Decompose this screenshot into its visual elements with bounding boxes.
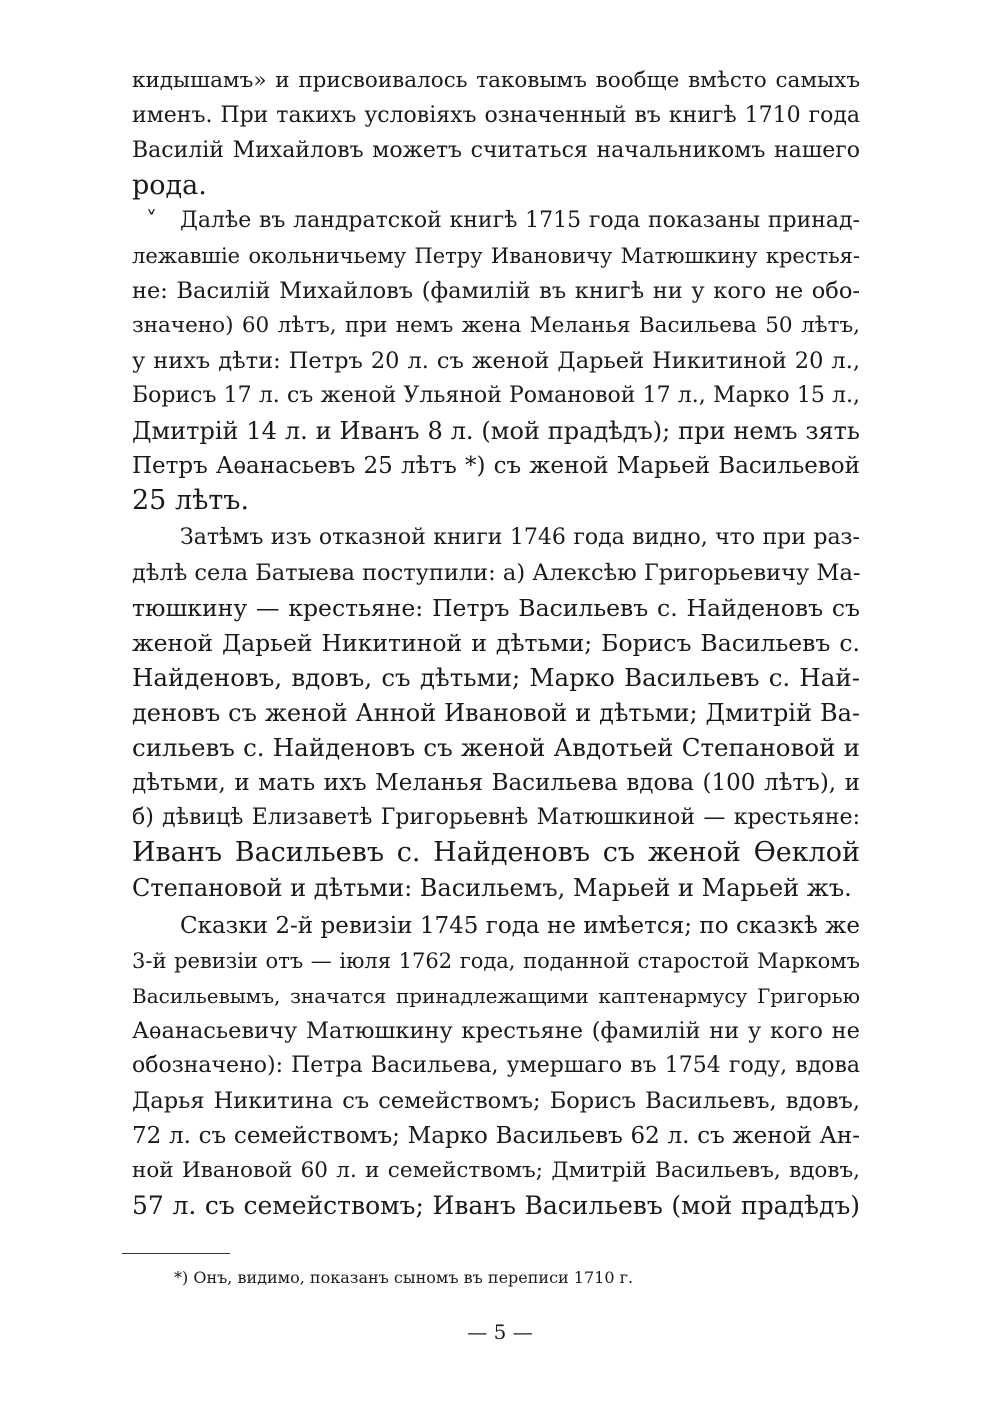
text-line: Степановой и дѣтьми: Васильемъ, Марьей и Марьей жъ. <box>132 874 852 902</box>
text-line: не: Василiй Михайловъ (фамилiй въ книгѣ ни у кого не обо- <box>132 278 860 304</box>
text-line: деновъ съ женой Анной Ивановой и дѣтьми; Дмитрiй Ва- <box>132 699 860 727</box>
text-line: лежавшiе окольничьему Петру Ивановичу Матюшкину крестья- <box>132 244 860 268</box>
margin-check-mark: ˅ <box>146 208 157 233</box>
text-line: рода. <box>132 170 207 201</box>
text-line: б) дѣвицѣ Елизаветѣ Григорьевнѣ Матюшкиной — крестьяне: <box>132 805 860 830</box>
text-line: Иванъ Васильевъ с. Найденовъ съ женой Ѳеклой <box>132 837 860 868</box>
text-line: Петръ Аѳанасьевъ 25 лѣтъ *) съ женой Марьей Васильевой <box>132 453 860 479</box>
text-line: значено) 60 лѣтъ, при немъ жена Меланья Васильева 50 лѣтъ, <box>132 313 860 338</box>
page-number: — 5 — <box>467 1320 533 1344</box>
text-line: обозначено): Петра Васильева, умершаго въ 1754 году, вдова <box>132 1053 860 1078</box>
footnote-divider <box>122 1253 230 1254</box>
text-line: кидышамъ» и присвоивалось таковымъ вообще вмѣсто самыхъ <box>132 68 860 93</box>
text-line: Найденовъ, вдовъ, съ дѣтьми; Марко Васильевъ с. Най- <box>132 663 860 692</box>
text-line: Сказки 2-й ревизiи 1745 года не имѣется; по сказкѣ же <box>180 913 860 939</box>
text-line: Василiй Михайловъ можетъ считаться начальникомъ нашего <box>132 138 860 163</box>
text-line: Аѳанасьевичу Матюшкину крестьяне (фамилiй ни у кого не <box>132 1018 860 1044</box>
text-line: у нихъ дѣти: Петръ 20 л. съ женой Дарьей Никитиной 20 л., <box>132 348 860 374</box>
text-line: дѣлѣ села Батыева поступили: а) Алексѣю Григорьевичу Ма- <box>132 560 861 586</box>
text-line: именъ. При такихъ условiяхъ означенный въ книгѣ 1710 года <box>132 103 860 128</box>
text-line: Дмитрiй 14 л. и Иванъ 8 л. (мой прадѣдъ); при немъ зять <box>132 417 860 445</box>
text-line: Далѣе въ ландратской книгѣ 1715 года показаны принад- <box>180 208 860 233</box>
text-line: 25 лѣтъ. <box>132 485 250 516</box>
text-line: Затѣмъ изъ отказной книги 1746 года видно, что при раз- <box>180 525 860 550</box>
text-line: ной Ивановой 60 л. и семействомъ; Дмитрiй Васильевъ, вдовъ, <box>132 1158 860 1183</box>
text-line: Васильевымъ, значатся принадлежащими каптенармусу Григорью <box>132 984 860 1008</box>
text-line: Борисъ 17 л. съ женой Ульяной Романовой 17 л., Марко 15 л., <box>132 383 860 408</box>
text-line: тюшкину — крестьяне: Петръ Васильевъ с. Найденовъ съ <box>132 594 860 622</box>
footnote: *) Онъ, видимо, показанъ сыномъ въ переписи 1710 г. <box>174 1268 634 1287</box>
text-line: 57 л. съ семействомъ; Иванъ Васильевъ (мой прадѣдъ) <box>132 1191 860 1220</box>
text-line: дѣтьми, и мать ихъ Меланья Васильева вдова (100 лѣтъ), и <box>132 770 860 796</box>
text-line: 3-й ревизiи отъ — iюля 1762 года, поданной старостой Маркомъ <box>132 949 860 973</box>
text-line: сильевъ с. Найденовъ съ женой Авдотьей Степановой и <box>132 733 860 762</box>
text-line: женой Дарьей Никитиной и дѣтьми; Борисъ Васильевъ с. <box>132 629 860 657</box>
text-line: 72 л. съ семействомъ; Марко Васильевъ 62 л. съ женой Ан- <box>132 1123 860 1149</box>
text-line: Дарья Никитина съ семействомъ; Борисъ Васильевъ, вдовъ, <box>132 1088 860 1114</box>
